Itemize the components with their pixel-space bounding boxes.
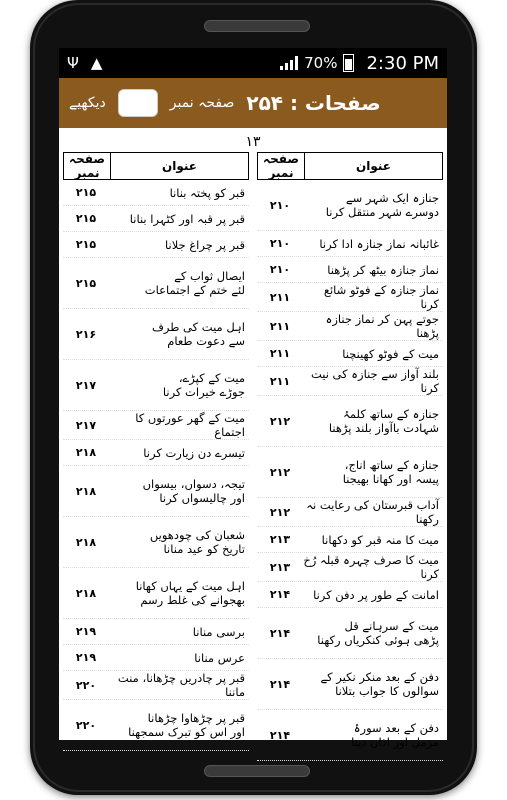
toc-entry-line: دوسرے شہر منتقل کرنا	[325, 205, 439, 219]
toc-entry-page: ۲۱۵	[75, 276, 97, 290]
toc-entry-title	[303, 553, 443, 581]
toc-entry-line: میت کے فوٹو کھینچنا	[342, 346, 439, 361]
toc-entry[interactable]	[63, 180, 249, 206]
page-number-input[interactable]	[118, 89, 158, 117]
toc-entry-line: قبر پر چادریں چڑھانا، منت ماننا	[117, 671, 245, 699]
toc-entry-title	[303, 367, 443, 395]
toc-entry-title	[109, 269, 249, 297]
toc-entry-line: میت کے گھر عورتوں کا اجتماع	[135, 411, 245, 439]
toc-entry-page: ۲۱۴	[269, 588, 291, 601]
toc-entry-title	[109, 371, 249, 399]
book-page	[59, 128, 447, 749]
toc-entry-line: تاریخ کو عید منانا	[163, 542, 245, 556]
toc-entry[interactable]	[63, 440, 249, 466]
toc-entry[interactable]	[63, 232, 249, 258]
toc-entry-page: ۲۱۹	[75, 625, 97, 638]
toc-entry-line: سوالوں کا جواب بتلانا	[335, 684, 439, 698]
app-bar	[59, 78, 447, 128]
header-title: عنوان	[356, 159, 391, 173]
toc-entry-page: ۲۱۸	[75, 535, 97, 549]
toc-entry-page: ۲۱۵	[75, 238, 97, 251]
toc-entry[interactable]	[63, 466, 249, 517]
warning-icon: ▲	[90, 54, 103, 72]
toc-entry[interactable]	[63, 206, 249, 232]
toc-entry-line: جوتے پہن کر نماز جنازہ پڑھنا	[325, 312, 439, 340]
toc-entry-title	[303, 263, 443, 277]
toc-entry[interactable]	[257, 553, 443, 582]
toc-entry-page: ۲۱۵	[75, 186, 97, 199]
toc-entry[interactable]	[63, 411, 249, 440]
toc-entry[interactable]	[257, 283, 443, 312]
toc-entry-title	[303, 721, 443, 749]
toc-entry-title	[303, 533, 443, 547]
toc-entry-line: میت کے کپڑے،	[178, 371, 245, 385]
book-page-number: ۱۳	[245, 134, 261, 150]
toc-entry-title	[109, 625, 249, 639]
toc-entry-page: ۲۱۳	[269, 560, 291, 574]
toc-entry-page: ۲۱۲	[269, 465, 291, 479]
right-column-header	[257, 152, 443, 180]
go-button[interactable]: دیکھیے	[69, 95, 106, 111]
toc-entry-page: ۲۱۴	[269, 626, 291, 640]
toc-entry[interactable]	[257, 582, 443, 608]
right-column	[257, 152, 443, 761]
toc-entry-line: ایصال ثواب کے	[174, 269, 245, 283]
toc-entry[interactable]	[257, 710, 443, 761]
toc-entry-page: ۲۱۸	[75, 484, 97, 498]
toc-entry-line: قبر پر چراغ جلانا	[164, 237, 245, 252]
toc-entry[interactable]	[63, 517, 249, 568]
toc-entry[interactable]	[63, 671, 249, 700]
toc-entry[interactable]	[257, 608, 443, 659]
toc-entry[interactable]	[257, 180, 443, 231]
toc-entry-page: ۲۱۰	[269, 263, 291, 276]
toc-entry-page: ۲۱۸	[75, 446, 97, 459]
toc-entry-page: ۲۱۰	[269, 237, 291, 250]
toc-entry-line: بھجوانے کی غلط رسم	[140, 593, 245, 607]
toc-entry-line: جوڑے خیرات کرنا	[162, 385, 245, 399]
toc-entry-line: نماز جنازہ بیٹھ کر پڑھنا	[327, 262, 439, 277]
left-column-header	[63, 152, 249, 180]
toc-entry[interactable]	[257, 231, 443, 257]
toc-entry-page: ۲۱۶	[75, 327, 97, 341]
toc-entry-line: سے دعوت طعام	[167, 334, 245, 348]
toc-entry-line: غائبانہ نماز جنازہ ادا کرنا	[319, 236, 439, 251]
toc-entry-line: برسی منانا	[192, 624, 245, 639]
toc-entry-title	[303, 588, 443, 602]
header-title: عنوان	[162, 159, 197, 173]
toc-entry-line: تیجہ، دسواں، بیسواں	[142, 477, 245, 491]
toc-entry-title	[109, 711, 249, 739]
toc-entry-title	[109, 238, 249, 252]
toc-entry-page: ۲۱۱	[269, 347, 291, 360]
battery-icon	[343, 54, 354, 72]
toc-entry-title	[109, 411, 249, 439]
status-bar	[59, 48, 447, 78]
bottom-speaker	[204, 765, 310, 777]
toc-entry-page: ۲۱۲	[269, 414, 291, 428]
toc-entry-line: پیسہ اور کھانا بھیجنا	[342, 472, 439, 486]
toc-entry-line: جنازہ کے ساتھ اناج،	[344, 458, 439, 472]
toc-entry[interactable]	[257, 341, 443, 367]
toc-entry-page: ۲۱۷	[75, 378, 97, 392]
toc-entry-line: قبر پر چڑھاوا چڑھانا	[147, 711, 245, 725]
top-speaker	[204, 20, 310, 32]
toc-entry-title	[303, 191, 443, 219]
screen	[59, 48, 447, 749]
toc-entry[interactable]	[257, 312, 443, 341]
toc-entry[interactable]	[63, 360, 249, 411]
toc-entry-title	[109, 320, 249, 348]
toc-entry-line: امانت کے طور پر دفن کرنا	[313, 587, 439, 602]
toc-entry-title	[109, 477, 249, 505]
toc-entry-title	[109, 579, 249, 607]
header-page: صفحہ نمبر	[64, 152, 111, 180]
toc-entry-line: آداب قبرستان کی رعایت نہ رکھنا	[306, 498, 439, 526]
toc-entry-page: ۲۱۴	[269, 677, 291, 691]
toc-entry-line: مزمل اور اذان دینا	[351, 735, 439, 749]
toc-entry-title	[109, 186, 249, 200]
toc-entry-title	[109, 528, 249, 556]
toc-entry-title	[109, 212, 249, 226]
pages-title: صفحات : ۲۵۴	[246, 91, 381, 115]
toc-entry-line: قبر کو پختہ بنانا	[169, 185, 245, 200]
toc-entry-page: ۲۱۱	[269, 319, 291, 333]
toc-entry-title	[303, 407, 443, 435]
toc-entry-page: ۲۱۵	[75, 212, 97, 225]
toc-entry-title	[303, 237, 443, 251]
toc-entry-page: ۲۱۲	[269, 505, 291, 519]
toc-entry[interactable]	[257, 367, 443, 396]
clock: 2:30 PM	[366, 52, 439, 74]
toc-entry[interactable]	[63, 700, 249, 751]
toc-entry-title	[303, 619, 443, 647]
toc-entry-line: میت کے سرہانے قل	[344, 619, 439, 633]
toc-entry-title	[303, 458, 443, 486]
toc-entry-line: عرس منانا	[194, 650, 245, 665]
toc-entry-page: ۲۱۱	[269, 374, 291, 388]
toc-entry-line: دفن کے بعد منکر نکیر کے	[320, 670, 439, 684]
toc-entry-line: قبر پر قبہ اور کٹہرا بنانا	[129, 211, 245, 226]
toc-entry-page: ۲۱۳	[269, 533, 291, 546]
toc-entry-page: ۲۱۹	[75, 651, 97, 664]
toc-entry[interactable]	[257, 527, 443, 553]
toc-entry-title	[303, 670, 443, 698]
toc-entry[interactable]	[63, 619, 249, 645]
toc-entry-title	[109, 651, 249, 665]
toc-entry[interactable]	[257, 447, 443, 498]
toc-entry-page: ۲۱۴	[269, 728, 291, 742]
toc-entry[interactable]	[257, 498, 443, 527]
toc-entry-line: اہل میت کے یہاں کھانا	[135, 579, 245, 593]
toc-entry-title	[109, 446, 249, 460]
toc-entry-line: تیسرے دن زیارت کرنا	[143, 445, 245, 460]
toc-entry-title	[303, 283, 443, 311]
toc-entry-line: شعبان کی چودھویں	[149, 528, 245, 542]
toc-entry-line: پڑھی ہوئی کنکریاں رکھنا	[317, 633, 439, 647]
toc-entry-page: ۲۱۱	[269, 290, 291, 304]
toc-entry-line: اور اس کو تبرک سمجھنا	[128, 725, 245, 739]
toc-entry-title	[303, 347, 443, 361]
signal-icon	[280, 56, 298, 70]
toc-entry-line: اور چالیسواں کرنا	[159, 491, 245, 505]
toc-entry-page: ۲۲۰	[75, 718, 97, 732]
left-column	[63, 152, 249, 761]
toc-entry-page: ۲۱۰	[269, 198, 291, 212]
toc-entry-line: جنازہ کے ساتھ کلمۂ	[343, 407, 439, 421]
toc-entry-line: شہادت باآواز بلند پڑھنا	[328, 421, 439, 435]
toc-entry[interactable]	[257, 396, 443, 447]
header-page: صفحہ نمبر	[258, 152, 305, 180]
toc-entry-title	[109, 671, 249, 699]
toc-entry[interactable]	[63, 258, 249, 309]
toc-entry[interactable]	[63, 645, 249, 671]
battery-percentage: 70%	[304, 54, 338, 72]
toc-entry-title	[303, 312, 443, 340]
usb-icon: Ψ	[67, 54, 79, 72]
toc-entry-line: بلند آواز سے جنازہ کی نیت کرنا	[310, 367, 439, 395]
toc-entry-title	[303, 498, 443, 526]
page-number-label: صفحہ نمبر	[169, 95, 235, 111]
toc-entry-line: اہل میت کی طرف	[151, 320, 245, 334]
toc-entry-page: ۲۲۰	[75, 678, 97, 692]
toc-entry[interactable]	[257, 659, 443, 710]
toc-entry-page: ۲۱۸	[75, 586, 97, 600]
toc-entry[interactable]	[257, 257, 443, 283]
toc-entry-line: نماز جنازہ کے فوٹو شائع کرنا	[323, 283, 439, 311]
toc-entry-line: جنازہ ایک شہر سے	[345, 191, 439, 205]
toc-entry[interactable]	[63, 309, 249, 360]
toc-entry[interactable]	[63, 568, 249, 619]
toc-entry-line: لئے ختم کے اجتماعات	[144, 283, 245, 297]
toc-entry-page: ۲۱۷	[75, 418, 97, 432]
toc-entry-line: میت کا منہ قبر کو دکھانا	[321, 532, 439, 547]
toc-entry-line: میت کا صرف چہرہ قبلہ رُخ کرنا	[303, 553, 439, 581]
toc-entry-line: دفن کے بعد سورۂ	[353, 721, 439, 735]
